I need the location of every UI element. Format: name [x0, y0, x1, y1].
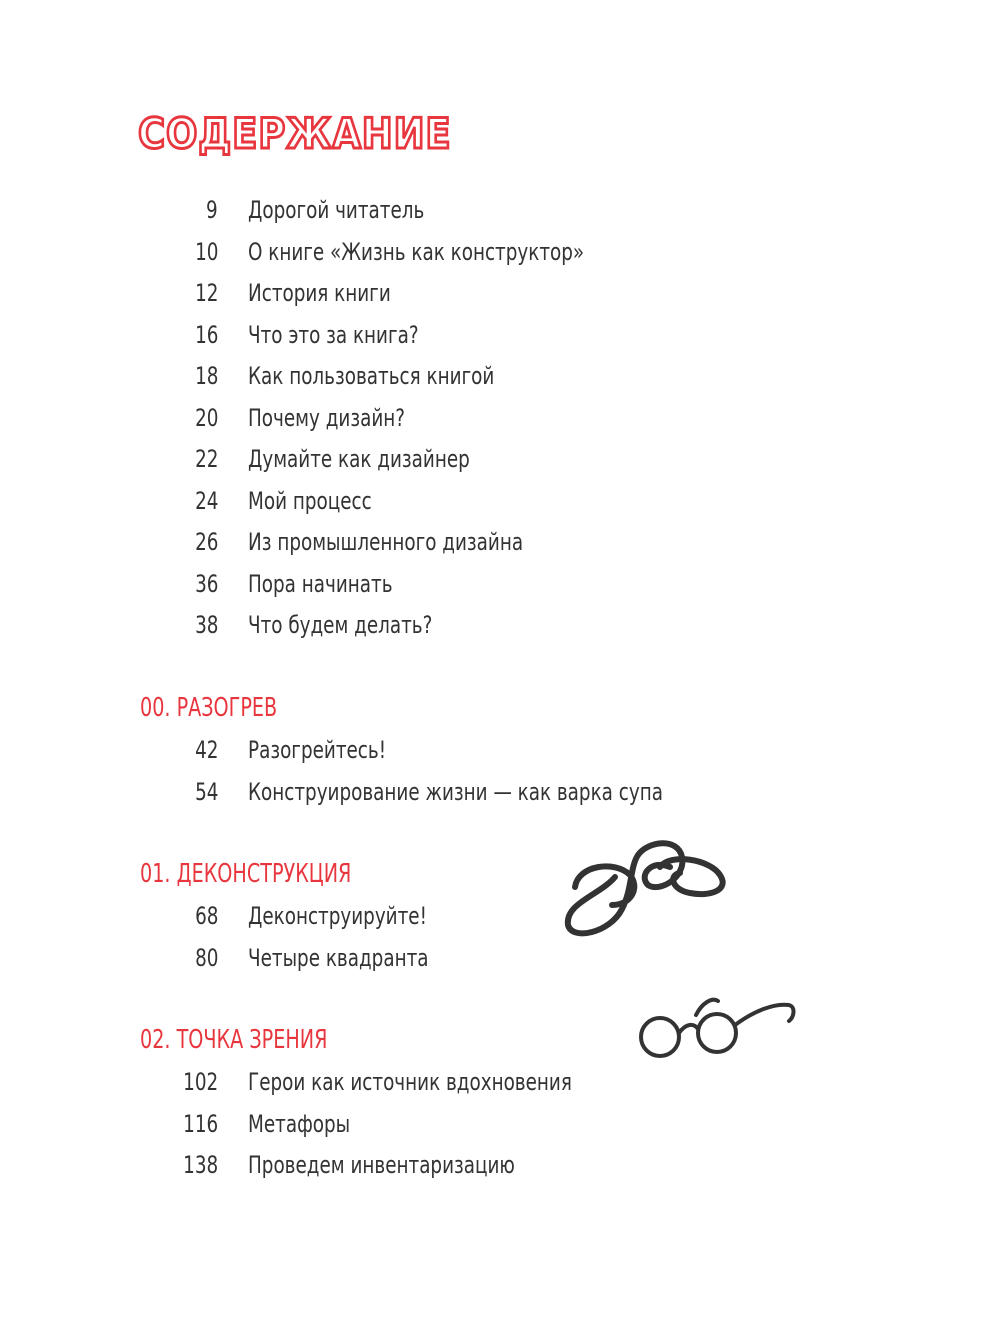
entry-title: Мой процесс [248, 487, 372, 515]
page-number: 10 [194, 238, 218, 266]
toc-entry[interactable] [160, 567, 780, 601]
page-number: 9 [206, 196, 218, 224]
page-number: 80 [194, 944, 218, 972]
page-number: 18 [194, 362, 218, 390]
entry-title: Думайте как дизайнер [248, 445, 470, 473]
entry-title: О книге «Жизнь как конструктор» [248, 238, 585, 266]
entry-title: Пора начинать [248, 570, 393, 598]
entry-title: Что будем делать? [248, 611, 433, 639]
page-number: 138 [182, 1151, 218, 1179]
page-number: 54 [194, 778, 218, 806]
entry-title: Почему дизайн? [248, 404, 405, 432]
toc-entry[interactable] [160, 484, 780, 518]
page-number: 68 [194, 902, 218, 930]
entry-title: Разогрейтесь! [248, 736, 387, 764]
toc-entry[interactable] [160, 359, 780, 393]
toc-entry[interactable] [160, 1065, 780, 1099]
page-number: 102 [182, 1068, 218, 1096]
page-number: 12 [194, 279, 218, 307]
page-number: 26 [194, 528, 218, 556]
section-heading[interactable]: 01. ДЕКОНСТРУКЦИЯ [140, 859, 352, 889]
toc-entry[interactable] [160, 775, 780, 809]
entry-title: Деконструируйте! [248, 902, 427, 930]
toc-entry[interactable] [160, 276, 780, 310]
toc-entry[interactable] [160, 1148, 780, 1182]
toc-entry[interactable] [160, 608, 780, 642]
toc-entry[interactable] [160, 442, 780, 476]
loops-doodle-icon [560, 835, 740, 940]
page-number: 36 [194, 570, 218, 598]
page-number: 42 [194, 736, 218, 764]
entry-title: Дорогой читатель [248, 196, 425, 224]
section-heading[interactable]: 00. РАЗОГРЕВ [140, 693, 278, 723]
entry-title: Проведем инвентаризацию [248, 1151, 515, 1179]
entry-title: Герои как источник вдохновения [248, 1068, 572, 1096]
toc-entry[interactable] [160, 525, 780, 559]
page-number: 22 [194, 445, 218, 473]
page-number: 38 [194, 611, 218, 639]
page-title: СОДЕРЖАНИЕ [138, 109, 452, 158]
glasses-icon [634, 995, 799, 1060]
entry-title: Конструирование жизни — как варка супа [248, 778, 663, 806]
entry-title: Как пользоваться книгой [248, 362, 495, 390]
page-number: 20 [194, 404, 218, 432]
toc-entry[interactable] [160, 318, 780, 352]
entry-title: Метафоры [248, 1110, 351, 1138]
page-number: 16 [194, 321, 218, 349]
entry-title: Четыре квадранта [248, 944, 429, 972]
toc-entry[interactable] [160, 733, 780, 767]
entry-title: Из промышленного дизайна [248, 528, 524, 556]
toc-entry[interactable] [160, 193, 780, 227]
section-heading[interactable]: 02. ТОЧКА ЗРЕНИЯ [140, 1025, 328, 1055]
toc-entry[interactable] [160, 235, 780, 269]
page-number: 24 [194, 487, 218, 515]
toc-entry[interactable] [160, 1107, 780, 1141]
toc-entry[interactable] [160, 401, 780, 435]
toc-entry[interactable] [160, 941, 780, 975]
entry-title: История книги [248, 279, 391, 307]
page-number: 116 [182, 1110, 218, 1138]
entry-title: Что это за книга? [248, 321, 419, 349]
